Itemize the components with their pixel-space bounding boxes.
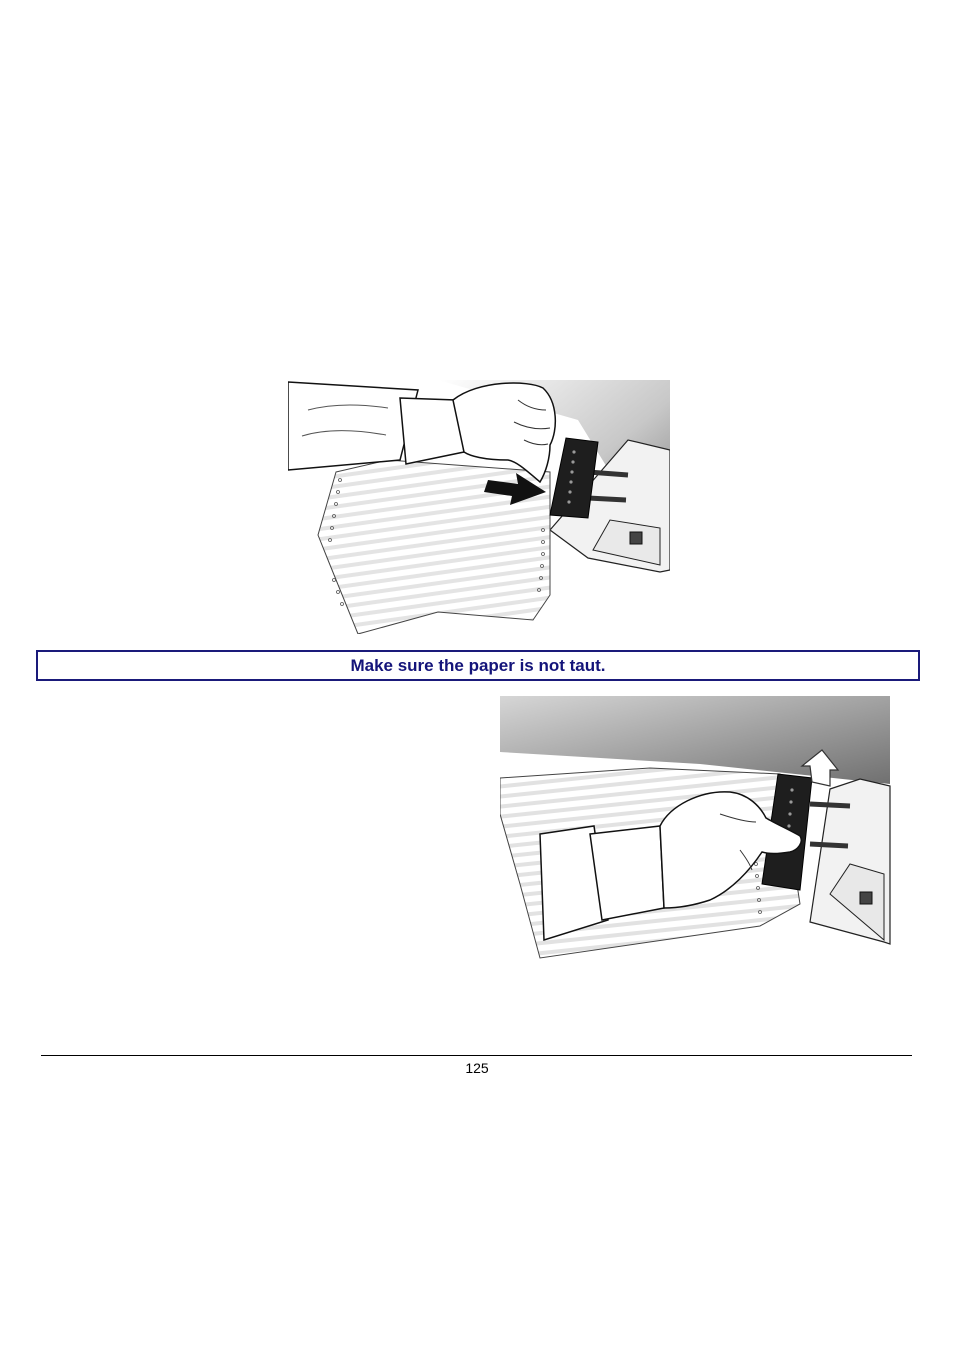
footer-rule [41,1055,912,1056]
tractor-push-illustration [288,380,670,634]
page-number: 125 [465,1060,489,1076]
note-text: Make sure the paper is not taut. [350,655,606,675]
note-box [36,650,920,681]
tractor-lock-illustration [500,694,892,960]
